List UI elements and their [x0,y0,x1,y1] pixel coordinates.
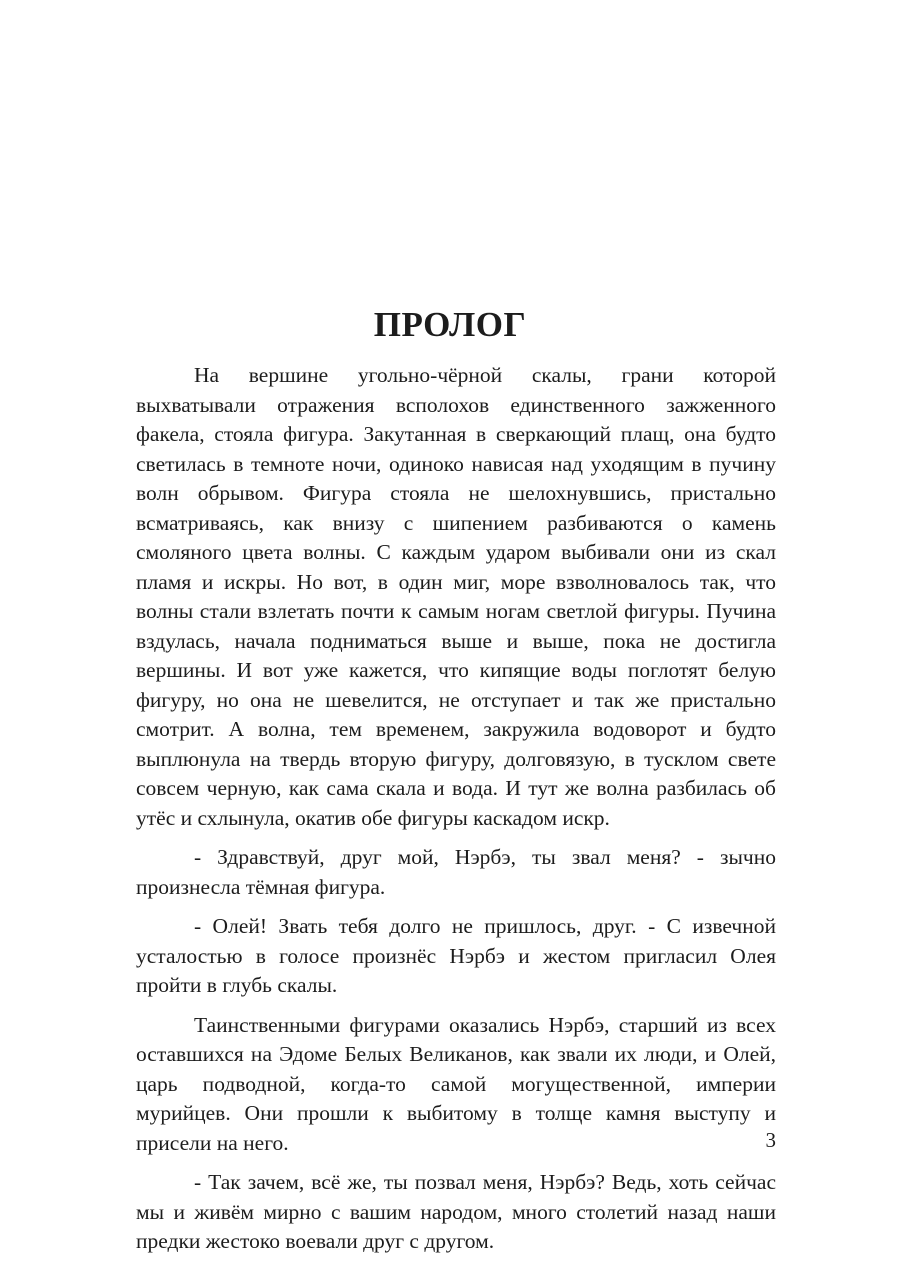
body-text [136,361,776,1267]
paragraph-dialogue-greeting: - Здравствуй, друг мой, Нэрбэ, ты звал меня? - зычно произнесла тёмная фигура. [136,845,776,899]
paragraph-dialogue-question: - Так зачем, всё же, ты позвал меня, Нэрбэ? Ведь, хоть сейчас мы и живём мирно с вашим народом, много столетий назад наши предки жестоко воевали друг с другом. [136,1170,776,1253]
paragraph-dialogue-reply: - Олей! Звать тебя долго не пришлось, друг. - С извечной усталостью в голосе произнёс Нэрбэ и жестом пригласил Олея пройти в глубь скалы. [136,914,776,997]
paragraph-narration-figures: Таинственными фигурами оказались Нэрбэ, старший из всех оставшихся на Эдоме Белых Великанов, как звали их люди, и Олей, царь подводной, когда-то самой могущественной, империи мурийцев. Они прошли к выбитому в толще камня выступу и присели на него. [136,1012,776,1155]
chapter-title: ПРОЛОГ [373,305,527,344]
paragraph-narration-opening: На вершине угольно-чёрной скалы, грани которой выхватывали отражения всполохов единственного зажженного факела, стояла фигура. Закутанная в сверкающий плащ, она будто светилась в темноте ночи, одиноко нависая над уходящим в пучину волн обрывом. Фигура стояла не шелохнувшись, пристально всматриваясь, как внизу с шипением разбиваются о камень смоляного цвета волны. С каждым ударом выбивали они из скал пламя и искры. Но вот, в один миг, море взволновалось так, что волны стали взлетать почти к самым ногам светлой фигуры. Пучина вздулась, начала подниматься выше и выше, пока не достигла вершины. И вот уже кажется, что кипящие воды поглотят белую фигуру, но она не шевелится, не отступает и так же пристально смотрит. А волна, тем временем, закружила водоворот и будто выплюнула на твердь вторую фигуру, долговязую, в тусклом свете совсем черную, как сама скала и вода. И тут же волна разбилась об утёс и схлынула, окатив обе фигуры каскадом искр. [136,363,776,830]
page-number: 3 [765,1128,776,1152]
